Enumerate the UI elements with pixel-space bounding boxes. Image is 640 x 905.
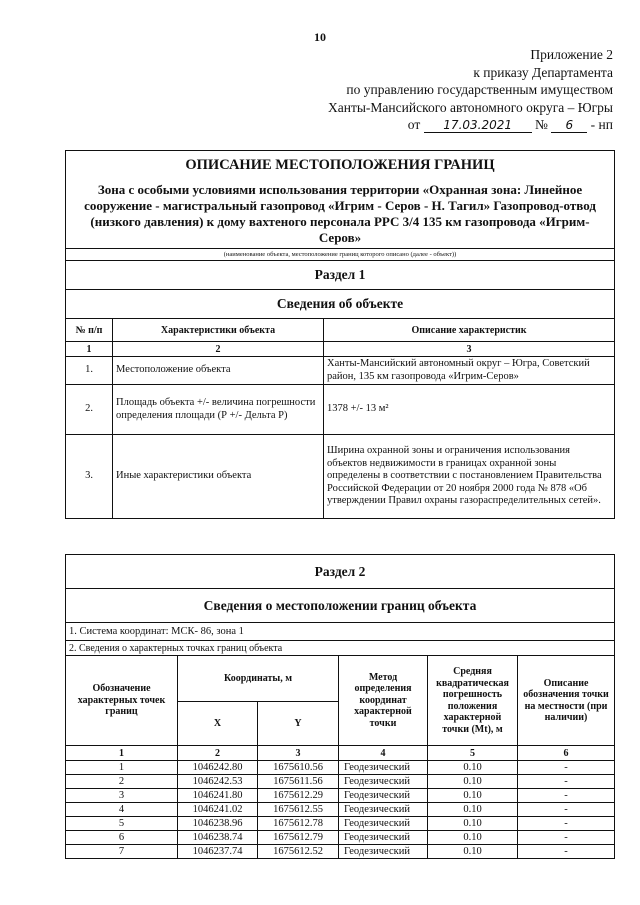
point-error: 0.10 bbox=[428, 761, 518, 775]
row-number: 2. bbox=[66, 385, 113, 435]
object-name: Зона с особыми условиями использования территории «Охранная зона: Линейное сооружение - магистральный газопровод «Игрим - Серов - Н. Тагил» Газопровод-отвод (низкого давления) к дому вахтеного персонала РРС 3/4 135 км газопровода «Игрим-Серов» bbox=[84, 182, 596, 245]
title-block bbox=[66, 151, 615, 249]
point-y: 1675610.56 bbox=[258, 761, 339, 775]
table-row bbox=[66, 775, 615, 789]
point-description: - bbox=[518, 803, 615, 817]
order-line: к приказу Департамента bbox=[473, 64, 613, 80]
characteristic-name: Местоположение объекта bbox=[113, 357, 324, 385]
header-description: Описание характеристик bbox=[324, 319, 615, 342]
point-x: 1046242.80 bbox=[178, 761, 258, 775]
column-number: 1 bbox=[66, 342, 113, 357]
point-x: 1046242.53 bbox=[178, 775, 258, 789]
point-y: 1675612.55 bbox=[258, 803, 339, 817]
point-y: 1675612.52 bbox=[258, 845, 339, 859]
number-suffix: - нп bbox=[590, 117, 613, 132]
point-error: 0.10 bbox=[428, 775, 518, 789]
order-number: 6 bbox=[551, 118, 587, 133]
point-method: Геодезический bbox=[339, 789, 428, 803]
region-line: Ханты-Мансийского автономного округа – Югры bbox=[328, 99, 613, 115]
characteristic-value: Ширина охранной зоны и ограничения использования объектов недвижимости в границах охранной зоны определены в соответствии с постановлением Правительства Российской Федерации от 20 ноября 2000 года № 878 «Об утверждении Правил охраны газораспределительных сетей». bbox=[324, 435, 615, 519]
table-row bbox=[66, 803, 615, 817]
table-row bbox=[66, 831, 615, 845]
characteristic-name: Иные характеристики объекта bbox=[113, 435, 324, 519]
section2-title: Раздел 2 bbox=[66, 555, 615, 589]
document-header bbox=[213, 46, 613, 134]
section1-header-row bbox=[66, 319, 615, 342]
point-method: Геодезический bbox=[339, 803, 428, 817]
point-method: Геодезический bbox=[339, 775, 428, 789]
coordinate-system: 1. Система координат: МСК- 86, зона 1 bbox=[66, 623, 615, 641]
point-y: 1675612.79 bbox=[258, 831, 339, 845]
from-label: от bbox=[407, 117, 421, 132]
header-method: Метод определения координат характерной точки bbox=[339, 656, 428, 746]
section1-table bbox=[65, 150, 615, 519]
point-x: 1046241.02 bbox=[178, 803, 258, 817]
section2-column-numbers bbox=[66, 746, 615, 761]
point-x: 1046241.80 bbox=[178, 789, 258, 803]
point-x: 1046237.74 bbox=[178, 845, 258, 859]
point-id: 3 bbox=[66, 789, 178, 803]
header-number: № п/п bbox=[66, 319, 113, 342]
header-x: X bbox=[178, 702, 258, 746]
header-y: Y bbox=[258, 702, 339, 746]
point-method: Геодезический bbox=[339, 845, 428, 859]
point-id: 1 bbox=[66, 761, 178, 775]
point-x: 1046238.74 bbox=[178, 831, 258, 845]
header-characteristic: Характеристики объекта bbox=[113, 319, 324, 342]
object-caption: (наименование объекта, местоположение границ которого описано (далее - объект)) bbox=[66, 249, 615, 261]
appendix-label: Приложение 2 bbox=[530, 47, 613, 62]
section2-header-row bbox=[66, 656, 615, 702]
table-row bbox=[66, 385, 615, 435]
section2-subtitle: Сведения о местоположении границ объекта bbox=[66, 589, 615, 623]
order-date: 17.03.2021 bbox=[424, 118, 532, 133]
column-number: 3 bbox=[324, 342, 615, 357]
column-number: 4 bbox=[339, 746, 428, 761]
column-number: 3 bbox=[258, 746, 339, 761]
point-id: 4 bbox=[66, 803, 178, 817]
header-designation: Обозначение характерных точек границ bbox=[66, 656, 178, 746]
column-number: 1 bbox=[66, 746, 178, 761]
header-error: Средняя квадратическая погрешность положения характерной точки (Mt), м bbox=[428, 656, 518, 746]
row-number: 1. bbox=[66, 357, 113, 385]
column-number: 5 bbox=[428, 746, 518, 761]
point-id: 5 bbox=[66, 817, 178, 831]
point-error: 0.10 bbox=[428, 831, 518, 845]
section1-column-numbers bbox=[66, 342, 615, 357]
table-row bbox=[66, 357, 615, 385]
point-error: 0.10 bbox=[428, 817, 518, 831]
point-description: - bbox=[518, 831, 615, 845]
point-x: 1046238.96 bbox=[178, 817, 258, 831]
column-number: 2 bbox=[178, 746, 258, 761]
column-number: 6 bbox=[518, 746, 615, 761]
point-id: 2 bbox=[66, 775, 178, 789]
department-line: по управлению государственным имуществом bbox=[346, 82, 613, 97]
table-row bbox=[66, 435, 615, 519]
section1-subtitle: Сведения об объекте bbox=[66, 290, 615, 319]
point-description: - bbox=[518, 817, 615, 831]
point-description: - bbox=[518, 761, 615, 775]
section2-table bbox=[65, 554, 615, 859]
point-id: 7 bbox=[66, 845, 178, 859]
point-description: - bbox=[518, 789, 615, 803]
point-error: 0.10 bbox=[428, 845, 518, 859]
point-y: 1675611.56 bbox=[258, 775, 339, 789]
characteristic-value: 1378 +/- 13 м² bbox=[324, 385, 615, 435]
point-method: Геодезический bbox=[339, 831, 428, 845]
point-error: 0.10 bbox=[428, 803, 518, 817]
header-coordinates: Координаты, м bbox=[178, 656, 339, 702]
table-row bbox=[66, 789, 615, 803]
header-description: Описание обозначения точки на местности (при наличии) bbox=[518, 656, 615, 746]
number-label: № bbox=[535, 117, 548, 132]
section1-title: Раздел 1 bbox=[66, 261, 615, 290]
point-y: 1675612.29 bbox=[258, 789, 339, 803]
table-row bbox=[66, 845, 615, 859]
characteristic-name: Площадь объекта +/- величина погрешности определения площади (Р +/- Дельта Р) bbox=[113, 385, 324, 435]
table-row bbox=[66, 817, 615, 831]
characteristic-value: Ханты-Мансийский автономный округ – Югра, Советский район, 135 км газопровода «Игрим-Серов» bbox=[324, 357, 615, 385]
point-method: Геодезический bbox=[339, 761, 428, 775]
point-description: - bbox=[518, 845, 615, 859]
order-date-line bbox=[213, 116, 613, 134]
point-description: - bbox=[518, 775, 615, 789]
row-number: 3. bbox=[66, 435, 113, 519]
point-id: 6 bbox=[66, 831, 178, 845]
point-y: 1675612.78 bbox=[258, 817, 339, 831]
point-error: 0.10 bbox=[428, 789, 518, 803]
document-title: ОПИСАНИЕ МЕСТОПОЛОЖЕНИЯ ГРАНИЦ bbox=[185, 157, 495, 173]
page-number: 10 bbox=[314, 30, 326, 44]
column-number: 2 bbox=[113, 342, 324, 357]
point-method: Геодезический bbox=[339, 817, 428, 831]
points-info: 2. Сведения о характерных точках границ объекта bbox=[66, 641, 615, 656]
table-row bbox=[66, 761, 615, 775]
